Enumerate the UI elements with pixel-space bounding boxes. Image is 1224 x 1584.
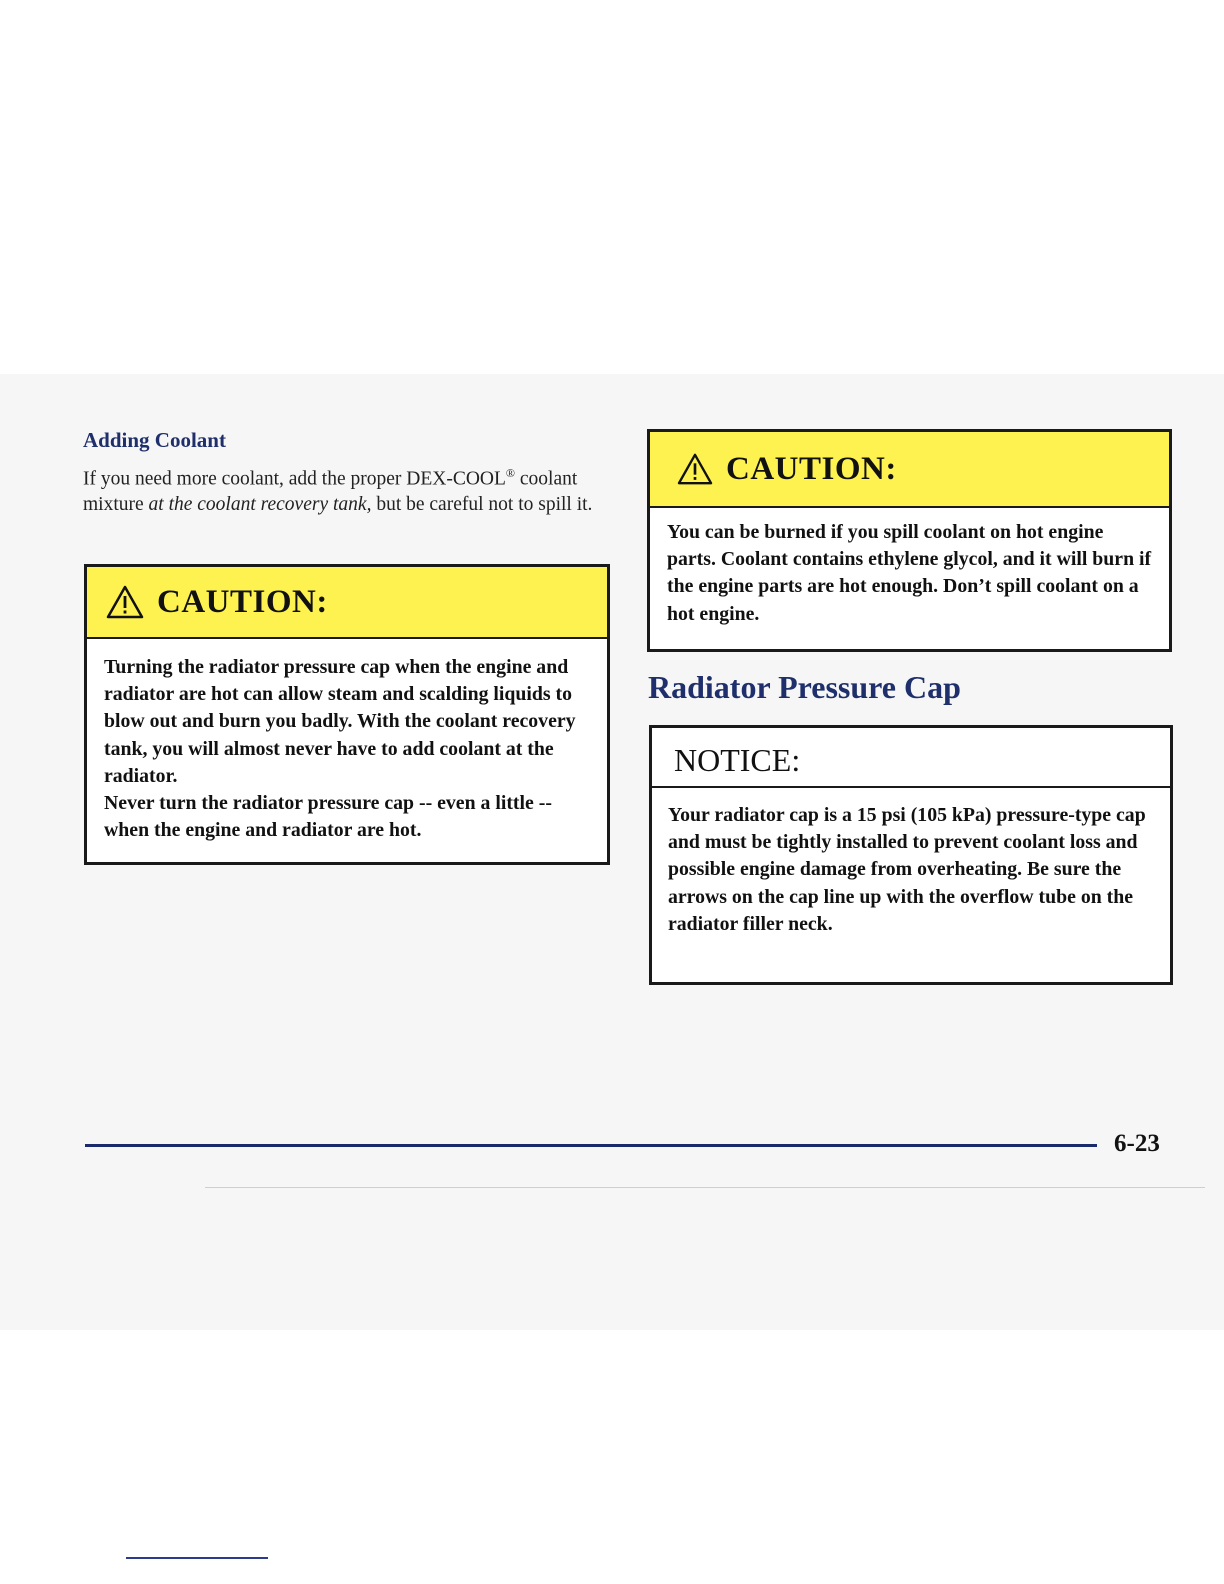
notice-paragraph: Your radiator cap is a 15 psi (105 kPa) pressure-type cap and must be tightly installed to prevent coolant loss and possible engine damage from overheating. Be sure the arrows on the cap line up with the overflow tube on the radiator filler neck. (668, 804, 1146, 935)
caution-header (650, 432, 1169, 508)
notice-box (649, 725, 1173, 985)
caution-paragraph: Turning the radiator pressure cap when the engine and radiator are hot can allow steam and scalding liquids to blow out and burn you badly. With the coolant recovery tank, you will almost never have to add coolant at the radiator. (104, 656, 576, 787)
caution-header (87, 567, 607, 639)
registered-mark: ® (505, 466, 516, 480)
caution-title: CAUTION: (157, 583, 328, 620)
caution-paragraph: Never turn the radiator pressure cap -- even a little -- when the engine and radiator are hot. (104, 792, 552, 842)
adding-coolant-intro (83, 461, 608, 517)
intro-text-1: If you need more coolant, add the proper DEX-COOL (83, 468, 506, 490)
intro-text-3: but be careful not to spill it. (371, 493, 593, 515)
warning-triangle-icon (105, 584, 145, 620)
caution-title: CAUTION: (726, 450, 897, 487)
faint-divider (205, 1187, 1205, 1188)
caution-body (650, 508, 1169, 628)
intro-text-2: coolant mixture (83, 468, 578, 515)
notice-body (652, 788, 1170, 938)
warning-triangle-icon (676, 452, 714, 486)
caution-paragraph: You can be burned if you spill coolant on hot engine parts. Coolant contains ethylene glycol, and it will burn if the engine parts are hot enough. Don’t spill coolant on a hot engine. (667, 521, 1152, 625)
bottom-divider (126, 1557, 268, 1559)
notice-title: NOTICE: (652, 728, 1170, 788)
caution-body (87, 639, 607, 844)
footer-rule (85, 1144, 1097, 1147)
intro-italic-text: at the coolant recovery tank, (148, 493, 372, 515)
radiator-pressure-cap-heading: Radiator Pressure Cap (648, 669, 961, 705)
page-number: 6-23 (1114, 1130, 1160, 1157)
caution-box-right (647, 429, 1172, 652)
caution-box-left (84, 564, 610, 865)
adding-coolant-heading: Adding Coolant (83, 428, 226, 452)
